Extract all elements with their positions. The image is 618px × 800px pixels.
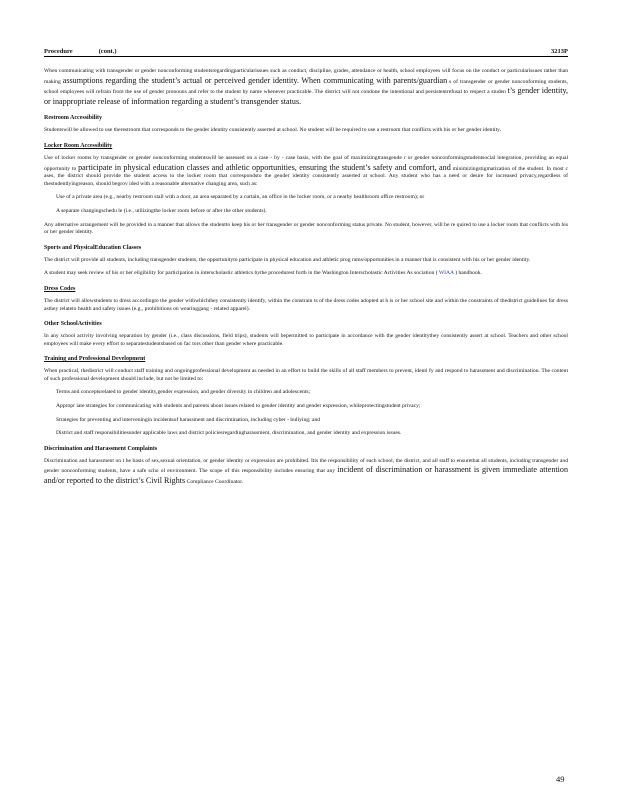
- other-activities-paragraph: In any school activity involving separation by gender (i.e., class discussions, field trips), students will bepermitted to participate in accordance with the gender identitythey consistently assert at school. Teachers and other school employees will make every effort to separatestudentsbased on fac tors other than gender where practicable.: [44, 333, 568, 347]
- locker-paragraph: Use of locker rooms by transgender or gender nonconforming studentswill be assessed on a case - by - case basis, with the goal of maximizingtransgende r or gender nonconformingstudentsocial integration, providing an equal opportunity to participate in physical education classes and athletic opportunities, ensuring the student’s safety and comfort, and minimizingstigmatization of the student. In most c ases, the district should provide the student access to the locker room that correspondsto the gender identity consistently asserted at school. Any student who has a need or desire for increased privacy,regardless of thestudentlyingreason, should begrov ided with a reasonable alternative changing area, such as:: [44, 154, 569, 187]
- training-heading: Training and Professional Development: [44, 356, 146, 363]
- discrimination-paragraph: Discrimination and harassment on t he basis of sex,sexual orientation, or gender identity or expression are prohibited. Itis the responsibility of each school, the district, and all staff to ensurethat all students, including transgender and gender nonconforming students, have a safe scho ol environment. The scope of this responsibility includes ensuring that any incident of discrimination or harassment is given immediate attention and/or reported to the district’s Civil Rights Compliance Coordinator.: [44, 457, 568, 486]
- page-number: 49: [556, 774, 565, 784]
- list-item: Terms and conceptsrelated to gender identity,gender expression, and gender diversity in children and adolescents;: [44, 389, 568, 397]
- continued-label: (cont.): [98, 48, 117, 55]
- bullet-icon: [44, 208, 56, 216]
- bullet-icon: [44, 389, 56, 397]
- list-item: Appropr iate strategies for communicating with students and parents about issues related to gender identity and gender expression, whileprotectingstudent privacy;: [44, 403, 568, 411]
- sports-heading: Sports and PhysicalEducation Classes: [44, 244, 142, 251]
- wiaa-link[interactable]: WIAA: [438, 270, 454, 277]
- restroom-paragraph: Studentswill be allowed to use therestroom that corresponds to the gender identity consistently asserted at school. No student will be required to use a restroom that conflicts with his or her gender identity.: [44, 127, 501, 134]
- procedure-code: 3213P: [551, 48, 568, 55]
- sports-paragraph-2: A student may seek review of his or her eligibility for participation in interscholastic athletics bythe procedurest forth in the Washington Interscholastic Activities As sociation ( WIAA ) handbook.: [44, 270, 482, 277]
- bullet-icon: [44, 430, 56, 438]
- list-item: Use of a private area (e.g., nearby restroom stall with a door, an area separated by a curtain, an office in the locker room, or a nearby healthroom office restroom); or: [44, 194, 568, 202]
- locker-paragraph-2: Any alternative arrangement will be provided in a manner that allows the studentto keep his or her transgender or gender nonconforming status private. No student, however, will be re quired to use a locker room that conflicts with his or her gender identity.: [44, 221, 568, 236]
- restroom-heading: Restroom Accessibility: [44, 115, 103, 122]
- procedure-label: Procedure: [44, 48, 73, 55]
- discrimination-heading: Discrimination and Harassment Complaints: [44, 445, 158, 452]
- sports-paragraph: The district will provide all students, including transgender students, the opportunityto participate in physical education and athletic prog rams/opportunities in a manner that is consistent with his or her gender identity.: [44, 256, 531, 263]
- other-activities-heading: Other SchoolActivities: [44, 321, 102, 328]
- list-item: A separate changingschedu le (i.e., utilizingthe locker room before or after the other students).: [44, 208, 568, 216]
- list-item: Strategies for preventing and interveningin incidentsof harassment and discrimination, including cyber - bullying; and: [44, 417, 568, 425]
- bullet-icon: [44, 417, 56, 425]
- list-item: District and staff responsibilitiesunder applicable laws and district policiesregardingharassment, discrimination, and gender identity and expression issues.: [44, 430, 568, 438]
- dress-heading: Dress Codes: [44, 285, 76, 292]
- locker-heading: Locker Room Accessibility: [44, 142, 113, 149]
- procedure-header: [44, 48, 568, 57]
- intro-paragraph: When communicating with transgender or gender nonconforming studentsregardingparticularissues such as conduct, discipline, grades, attendance or health, school employees will focus on the conduct or particularissues rather than making assumptions regarding the student’s actual or perceived gender identity. When communicating with parents/guardian s of transgender or gender nonconforming students, school employees will refrain from the use of gender pronouns and refer to the student by name whenever practicable. The district will not condone the intentional and persistentrefusal to respect a studen t’s gender identity, or inappropriate release of information regarding a student’s transgender status.: [44, 68, 568, 106]
- document-page: [44, 48, 568, 493]
- training-paragraph: When practical, thedistrict will conduct staff training and ongoingprofessional development as needed in an effort to build the skills of all staff members to prevent, identi fy and respond to harassment and discrimination. The content of such professional development should include, but not be limited to:: [44, 368, 568, 382]
- bullet-icon: [44, 194, 56, 202]
- dress-paragraph: The district will allowstudents to dress accordingto the gender withwhichthey consistently identify, within the constrain ts of the dress codes adopted at h is or her school site and within the constraints of thedistrict guidelines for dress asthey relateto health and safety issues (e.g., prohibitions on wearinggang - related apparel).: [44, 297, 568, 312]
- bullet-icon: [44, 403, 56, 411]
